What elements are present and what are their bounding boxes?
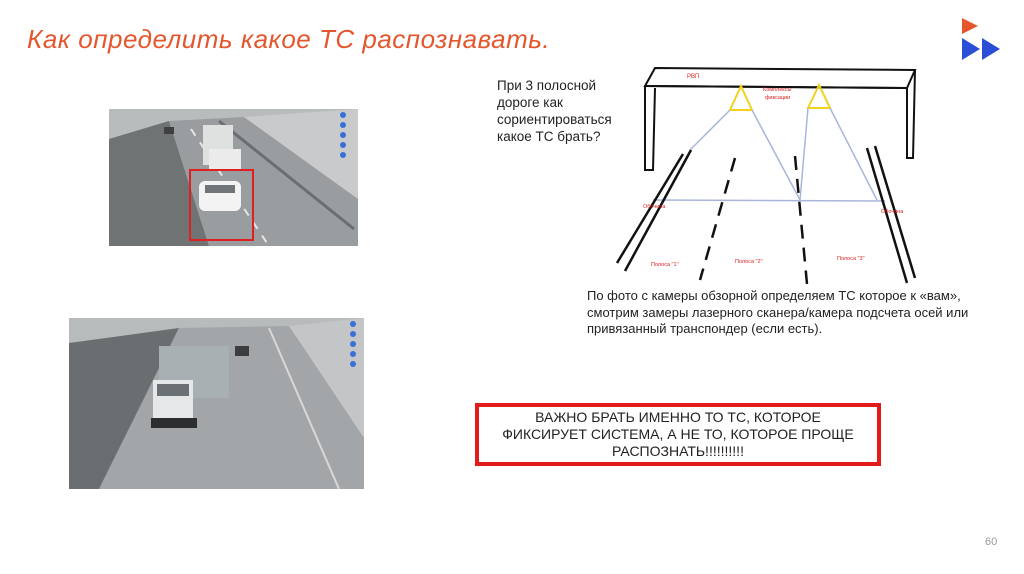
tool-dot-icon[interactable] xyxy=(350,331,356,337)
tool-dot-icon[interactable] xyxy=(340,142,346,148)
tool-dot-icon[interactable] xyxy=(350,361,356,367)
brand-logo-icon xyxy=(958,16,1006,64)
tool-dot-icon[interactable] xyxy=(340,112,346,118)
warning-box xyxy=(475,403,881,466)
tool-dot-icon[interactable] xyxy=(340,152,346,158)
tool-dot-icon[interactable] xyxy=(350,351,356,357)
complexes-label-1: Комплексы xyxy=(763,87,792,93)
description-text: По фото с камеры обзорной определяем ТС которое к «вам», смотрим замеры лазерного сканера/камера подсчета осей или привязанный транспондер (если есть). xyxy=(587,288,969,336)
tool-dot-icon[interactable] xyxy=(350,341,356,347)
complexes-label-2: фиксации xyxy=(765,95,791,101)
camera-photo-2 xyxy=(69,318,364,489)
shoulder-right-label: Обочина xyxy=(881,209,904,215)
warning-text: ВАЖНО БРАТЬ ИМЕННО ТО ТС, КОТОРОЕ ФИКСИРУЕТ СИСТЕМА, А НЕ ТО, КОТОРОЕ ПРОЩЕ РАСПОЗНАТЬ!!!!!!!!!! xyxy=(502,409,854,459)
lane-1-label: Полоса "1" xyxy=(651,262,679,268)
shoulder-left-label: Обочина xyxy=(643,204,666,210)
gantry-lanes-diagram xyxy=(595,58,925,288)
lane-2-label: Полоса "2" xyxy=(735,259,763,265)
tool-dot-icon[interactable] xyxy=(340,122,346,128)
camera-1-toolbar xyxy=(340,112,346,158)
gantry-label: РВП xyxy=(687,74,700,80)
slide-title: Как определить какое ТС распознавать. xyxy=(27,24,551,54)
page-number: 60 xyxy=(985,536,998,548)
camera-2-toolbar xyxy=(350,321,356,367)
tool-dot-icon[interactable] xyxy=(340,132,346,138)
lane-3-label: Полоса "3" xyxy=(837,256,865,262)
tool-dot-icon[interactable] xyxy=(350,321,356,327)
question-text: При 3 полосной дороге как сориентироваться какое ТС брать? xyxy=(497,78,612,144)
camera-photo-1 xyxy=(109,109,358,246)
